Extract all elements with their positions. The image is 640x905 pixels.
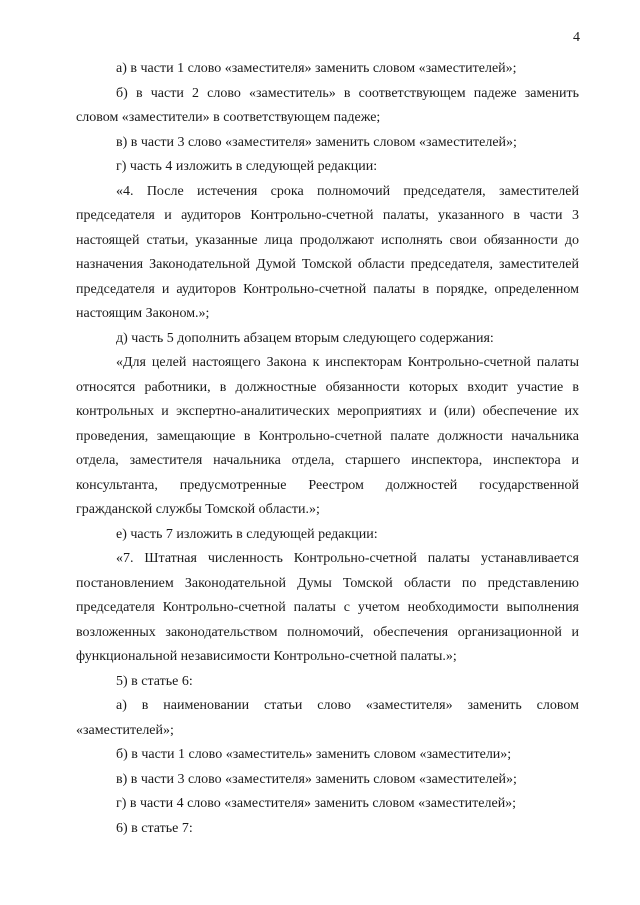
paragraph-amend-part7-intro: е) часть 7 изложить в следующей редакции: — [116, 526, 378, 542]
paragraph-amend-part4-intro: г) часть 4 изложить в следующей редакции: — [116, 159, 378, 174]
paragraph-article6-intro: 5) в статье 6: — [116, 673, 193, 689]
paragraph-article6-part4: г) в части 4 слово «заместителя» заменить словом «заместителей»; — [116, 796, 517, 811]
paragraph-amend-part1: а) в части 1 слово «заместителя» заменить словом «заместителей»; — [116, 61, 517, 76]
paragraph-article6-part3: в) в части 3 слово «заместителя» заменить словом «заместителей»; — [116, 771, 517, 787]
page-number: 4 — [573, 30, 580, 45]
paragraph-amend-part3: в) в части 3 слово «заместителя» заменить словом «заместителей»; — [116, 134, 517, 150]
paragraph-part7-text: «7. Штатная численность Контрольно-счетной палаты устанавливается постановлением Законодательной Думы Томской области по представлению председателя Контрольно-счетной палаты с учетом необходимости выполнения возложенных законодательством полномочий, обеспечения организационной и функциональной независимости Контрольно-счетной палаты.»; — [76, 551, 579, 664]
paragraph-amend-part5-intro: д) часть 5 дополнить абзацем вторым следующего содержания: — [116, 330, 494, 346]
document-body — [76, 57, 579, 841]
paragraph-article7-intro: 6) в статье 7: — [116, 820, 193, 836]
paragraph-article6-part1: б) в части 1 слово «заместитель» заменить словом «заместители»; — [116, 747, 512, 762]
paragraph-article6-title: а) в наименовании статьи слово «заместителя» заменить словом «заместителей»; — [76, 698, 579, 738]
paragraph-amend-part2: б) в части 2 слово «заместитель» в соответствующем падеже заменить словом «заместители» в соответствующем падеже; — [76, 85, 579, 125]
paragraph-part4-text: «4. После истечения срока полномочий председателя, заместителей председателя и аудиторов Контрольно-счетной палаты, указанного в части 3 настоящей статьи, указанные лица продолжают исполнять свои обязанности до назначения Законодательной Думой Томской области председателя, заместителей председателя и аудиторов Контрольно-счетной палаты в порядке, определенном настоящим Законом.»; — [76, 183, 579, 321]
paragraph-part5-text: «Для целей настоящего Закона к инспекторам Контрольно-счетной палаты относятся работники, в должностные обязанности которых входит участие в контрольных и экспертно-аналитических мероприятиях и (или) обеспечение их проведения, замещающие в Контрольно-счетной палате должности начальника отдела, заместителя начальника отдела, старшего инспектора, инспектора и консультанта, предусмотренные Реестром должностей государственной гражданской службы Томской области.»; — [76, 355, 579, 517]
